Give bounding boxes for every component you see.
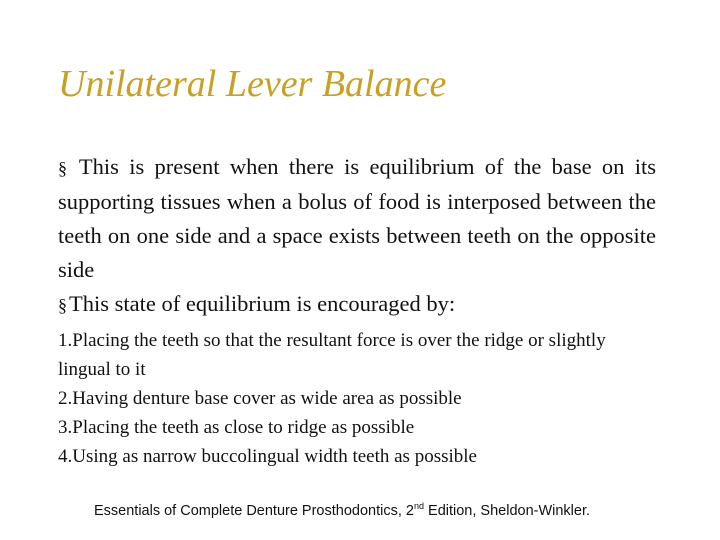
list-item (58, 413, 656, 442)
bullet-icon: § (58, 295, 67, 315)
list-item-text: Placing the teeth as close to ridge as possible (72, 417, 415, 438)
bullet-icon: § (58, 158, 67, 178)
list-item-text: Placing the teeth so that the resultant force is over the ridge or slightly lingual to it (58, 330, 606, 380)
list-item-number: 3. (58, 417, 73, 438)
list-item-number: 1. (58, 330, 73, 351)
numbered-list (58, 326, 656, 471)
list-item (58, 442, 656, 471)
list-item-number: 2. (58, 388, 73, 409)
reference-citation (94, 500, 590, 522)
bullet-paragraph-2 (58, 287, 656, 322)
list-item-number: 4. (58, 446, 73, 467)
paragraph-text-2: This state of equilibrium is encouraged by: (69, 291, 456, 316)
list-item-text: Having denture base cover as wide area as possible (72, 388, 462, 409)
list-item (58, 326, 656, 384)
bullet-paragraph-1 (58, 150, 656, 287)
list-item-text: Using as narrow buccolingual width teeth as possible (72, 446, 477, 467)
reference-superscript: nd (413, 501, 424, 511)
reference-text-after: Edition, Sheldon-Winkler. (424, 503, 591, 519)
paragraph-text-1: This is present when there is equilibrium of the base on its supporting tissues when a bolus of food is interposed between the teeth on one side and a space exists between teeth on the opposite side (58, 154, 656, 282)
reference-text-before: Essentials of Complete Denture Prosthodontics, 2 (94, 503, 414, 519)
list-item (58, 384, 656, 413)
slide-title: Unilateral Lever Balance (58, 63, 447, 105)
slide-body (58, 150, 656, 471)
